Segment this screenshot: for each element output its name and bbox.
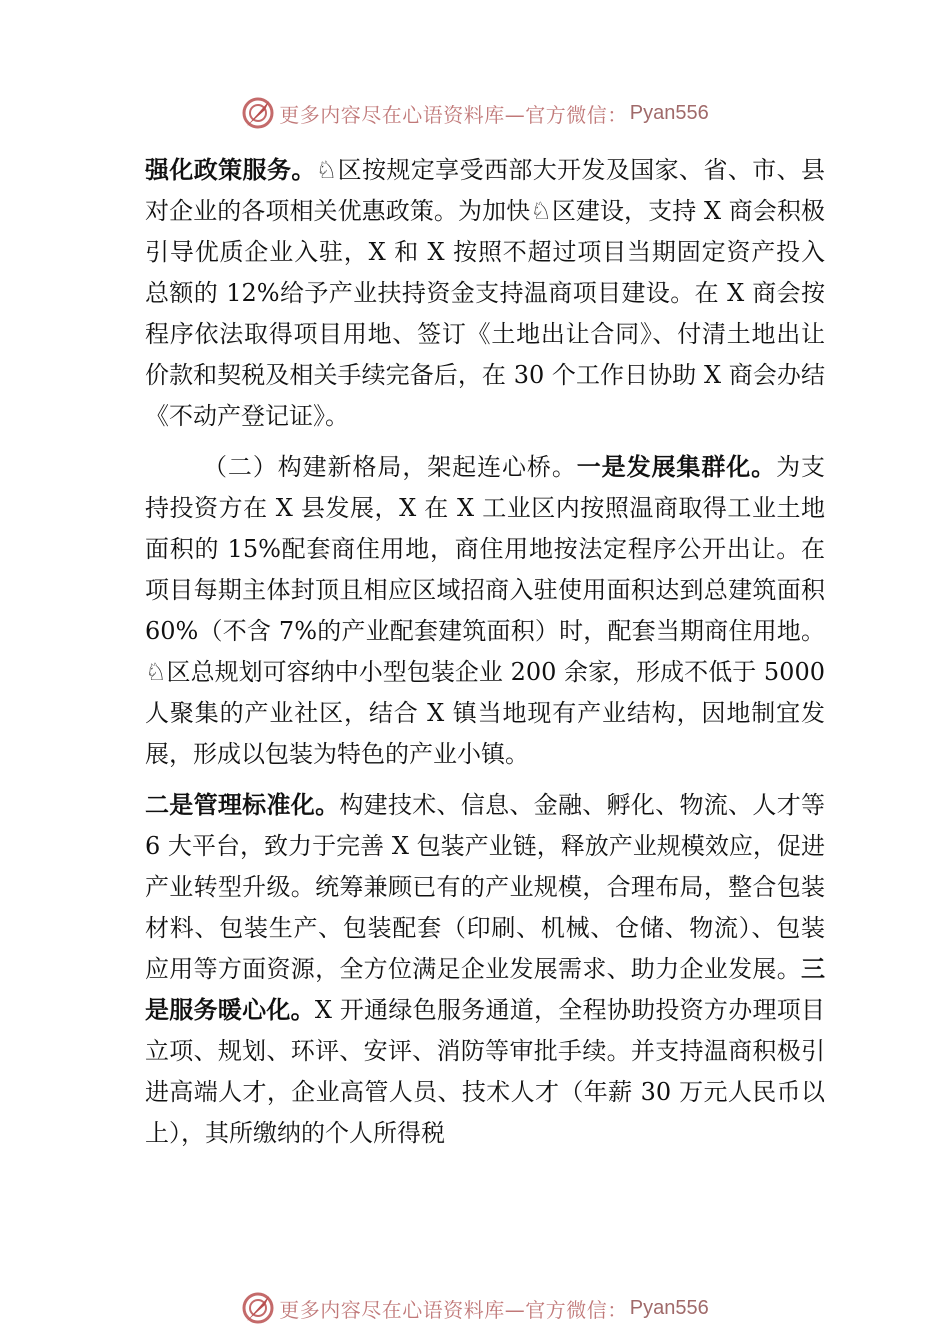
paragraph-text: 为支持投资方在 X 县发展，X 在 X 工业区内按照温商取得工业土地面积的 15%配套商住用地，商住用地按法定程序公开出让。在项目每期主体封顶且相应区域招商入驻使用面积达到总建筑面积 60%（不含 7%的产业配套建筑面积）时，配套当期商住用地。♘区总规划可容纳中小型包装企业 200 余家，形成不低于 5000 人聚集的产业社区，结合 X 镇当地现有产业结构，因地制宜发展，形成以包装为特色的产业小镇。: [145, 453, 826, 768]
paragraph-heading: 一是发展集群化。: [576, 453, 777, 481]
paragraph-heading: 强化政策服务。: [145, 156, 316, 184]
section-heading: （二）构建新格局，架起连心桥。: [203, 453, 577, 481]
paragraph-new-pattern: [145, 447, 825, 775]
paragraph-text-2: X 开通绿色服务通道，全程协助投资方办理项目立项、规划、环评、安评、消防等审批手续。并支持温商积极引进高端人才，企业高管人员、技术人才（年薪 30 万元人民币以上），其所缴纳的个人所得税: [145, 996, 825, 1147]
quill-logo-icon: [241, 96, 275, 130]
header-watermark: [0, 93, 950, 133]
watermark-text: 更多内容尽在心语资料库—官方微信：: [279, 102, 628, 127]
paragraph-management: [145, 785, 825, 1154]
quill-logo-icon: [241, 1291, 275, 1325]
watermark-wechat-id: Pyan556: [629, 101, 709, 124]
watermark-text: 更多内容尽在心语资料库—官方微信：: [279, 1297, 628, 1322]
paragraph-heading: 二是管理标准化。: [145, 791, 340, 819]
paragraph-policy-service: [145, 150, 825, 437]
document-body: [145, 150, 825, 1164]
watermark-wechat-id: Pyan556: [629, 1296, 709, 1319]
paragraph-text: ♘区按规定享受西部大开发及国家、省、市、县对企业的各项相关优惠政策。为加快♘区建设，支持 X 商会积极引导优质企业入驻，X 和 X 按照不超过项目当期固定资产投入总额的 12%给予产业扶持资金支持温商项目建设。在 X 商会按程序依法取得项目用地、签订《土地出让合同》、付清土地出让价款和契税及相关手续完备后，在 30 个工作日协助 X 商会办结《不动产登记证》。: [145, 156, 825, 430]
paragraph-text: 构建技术、信息、金融、孵化、物流、人才等 6 大平台，致力于完善 X 包装产业链，释放产业规模效应，促进产业转型升级。统筹兼顾已有的产业规模，合理布局，整合包装材料、包装生产、包装配套（印刷、机械、仓储、物流）、包装应用等方面资源，全方位满足企业发展需求、助力企业发展。: [145, 791, 826, 983]
footer-watermark: [0, 1288, 950, 1328]
paragraph-heading-2: 三是服务暖心化。: [145, 955, 825, 1024]
